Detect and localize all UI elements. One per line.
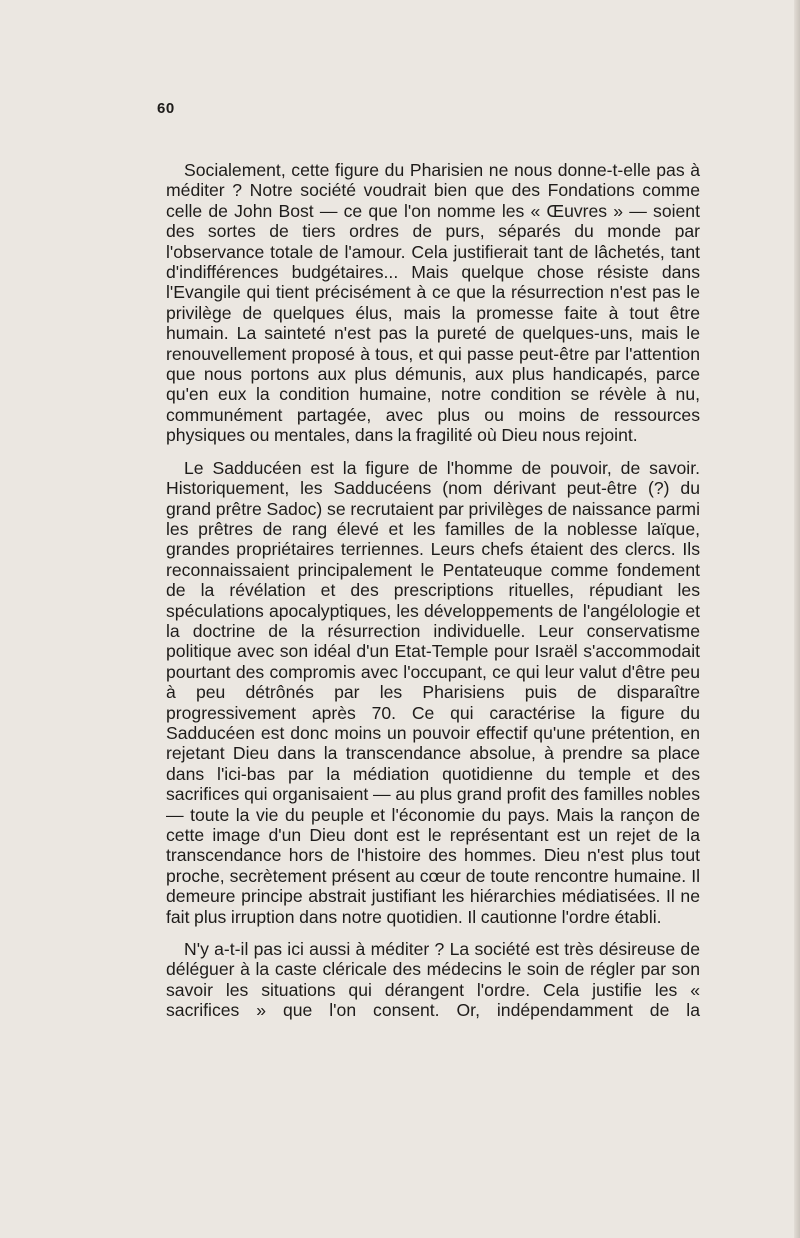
paragraph-mediter: N'y a-t-il pas ici aussi à méditer ? La société est très désireuse de déléguer à la caste cléricale des médecins le soin de régler par son savoir les situations qui dérangent l'ordre. Cela justifie les « sacrifices » que l'on consent. Or, indépendamment de la (166, 939, 700, 1021)
paragraph-sadduceen: Le Sadducéen est la figure de l'homme de pouvoir, de savoir. Historiquement, les Sadducéens (nom dérivant peut-être (?) du grand prêtre Sadoc) se recrutaient par privilèges de naissance parmi les prêtres de rang élevé et les familles de la noblesse laïque, grandes propriétaires terriennes. Leurs chefs étaient des clercs. Ils reconnaissaient principalement le Pentateuque comme fondement de la révélation et des prescriptions rituelles, répudiant les spéculations apocalyptiques, les développements de l'angélologie et la doctrine de la résurrection individuelle. Leur conservatisme politique avec son idéal d'un Etat-Temple pour Israël s'accommodait pourtant des compromis avec l'occupant, ce qui leur valut d'être peu à peu détrônés par les Pharisiens puis de disparaître progressivement après 70. Ce qui caractérise la figure du Sadducéen est donc moins un pouvoir effectif qu'une prétention, en rejetant Dieu dans la transcendance absolue, à prendre sa place dans l'ici-bas par la médiation quotidienne du temple et des sacrifices qui organisaient — au plus grand profit des familles nobles — toute la vie du peuple et l'économie du pays. Mais la rançon de cette image d'un Dieu dont est le représentant est un rejet de la transcendance hors de l'histoire des hommes. Dieu n'est plus tout proche, secrètement présent au cœur de toute rencontre humaine. Il demeure principe abstrait justifiant les hiérarchies médiatisées. Il ne fait plus irruption dans notre quotidien. Il cautionne l'ordre établi. (166, 457, 700, 927)
page-number: 60 (157, 100, 175, 117)
page-edge (794, 0, 800, 1238)
paragraph-pharisien: Socialement, cette figure du Pharisien ne nous donne-t-elle pas à méditer ? Notre société voudrait bien que des Fondations comme celle de John Bost — ce que l'on nomme les « Œuvres » — soient des sortes de tiers ordres de purs, séparés du monde par l'observance totale de l'amour. Cela justifierait tant de lâchetés, tant d'indifférences budgétaires... Mais quelque chose résiste dans l'Evangile qui tient précisément à ce que la résurrection n'est pas le privilège de quelques élus, mais la promesse faite à tout être humain. La sainteté n'est pas la pureté de quelques-uns, mais le renouvellement proposé à tous, et qui passe peut-être par l'attention que nous portons aux plus démunis, aux plus handicapés, parce qu'en eux la condition humaine, notre condition se révèle à nu, communément partagée, avec plus ou moins de ressources physiques ou mentales, dans la fragilité où Dieu nous rejoint. (166, 160, 700, 446)
body-text (166, 160, 700, 1033)
